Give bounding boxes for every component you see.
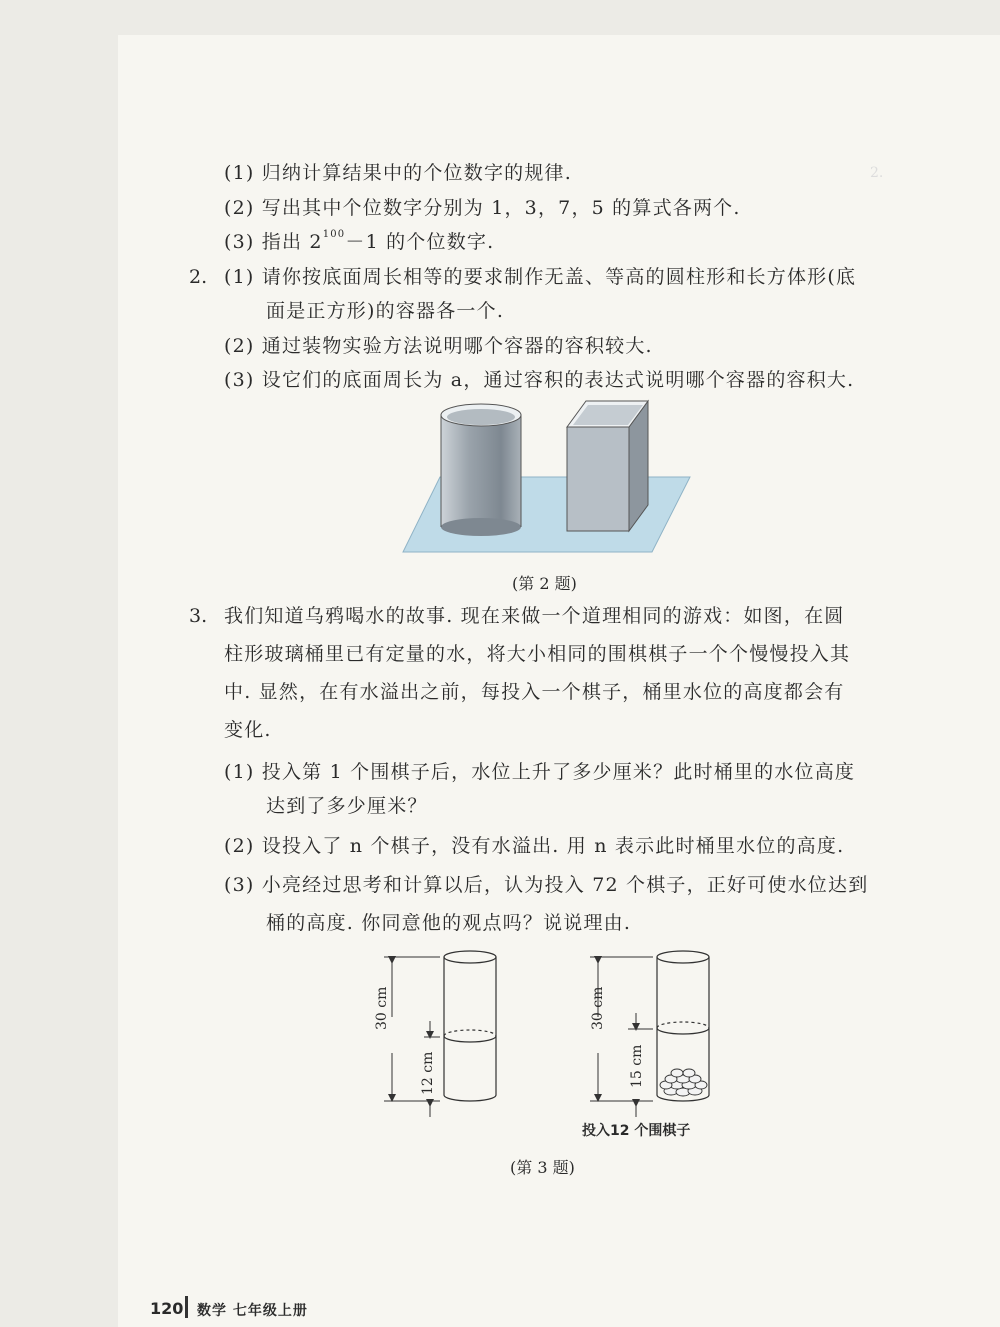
fig3-left-water-label: 12 cm bbox=[420, 1051, 436, 1095]
fig3-right-caption: 投入12 个围棋子 bbox=[582, 1123, 691, 1139]
q3-number: 3. bbox=[189, 605, 208, 627]
q3-intro-line2: 柱形玻璃桶里已有定量的水，将大小相同的围棋棋子一个个慢慢投入其 bbox=[224, 643, 851, 665]
q3-sub1-line1: (1) 投入第 1 个围棋子后，水位上升了多少厘米？此时桶里的水位高度 bbox=[224, 761, 856, 783]
q1-sub1: (1) 归纳计算结果中的个位数字的规律. bbox=[224, 162, 572, 184]
q3-sub1-line2: 达到了多少厘米？ bbox=[266, 795, 428, 817]
fig3-right-height-label: 30 cm bbox=[590, 986, 606, 1030]
left-cylinder bbox=[444, 951, 496, 1101]
q1-sub3: (3) 指出 $2^{100}-1$ 的个位数字. bbox=[224, 229, 495, 253]
q2-caption: (第 2 题) bbox=[512, 574, 577, 593]
page-number: 120 bbox=[150, 1299, 184, 1318]
q2-number: 2. bbox=[189, 266, 208, 288]
q3-caption: (第 3 题) bbox=[510, 1158, 575, 1177]
q3-intro-line3: 中. 显然，在有水溢出之前，每投入一个棋子，桶里水位的高度都会有 bbox=[224, 681, 845, 703]
q3-figure bbox=[370, 945, 730, 1145]
fig3-left-height-label: 30 cm bbox=[374, 986, 390, 1030]
book-title: 数学 七年级上册 bbox=[197, 1303, 308, 1319]
q2-sub3: (3) 设它们的底面周长为 a，通过容积的表达式说明哪个容器的容积大. bbox=[224, 369, 855, 391]
q3-intro-line4: 变化. bbox=[224, 719, 272, 741]
q3-sub3-line2: 桶的高度. 你同意他的观点吗？说说理由. bbox=[266, 912, 632, 934]
box-container bbox=[567, 401, 648, 531]
fig3-right-water-label: 15 cm bbox=[629, 1044, 645, 1088]
footer-divider bbox=[185, 1296, 188, 1318]
q1-sub2: (2) 写出其中个位数字分别为 1，3，7，5 的算式各两个. bbox=[224, 197, 741, 219]
q2-sub1-line1: (1) 请你按底面周长相等的要求制作无盖、等高的圆柱形和长方体形(底 bbox=[224, 266, 857, 288]
q2-sub2: (2) 通过装物实验方法说明哪个容器的容积较大. bbox=[224, 335, 653, 357]
q2-sub1-line2: 面是正方形)的容器各一个. bbox=[266, 300, 505, 322]
q2-figure bbox=[395, 395, 700, 557]
q3-intro-line1: 我们知道乌鸦喝水的故事. 现在来做一个道理相同的游戏：如图，在圆 bbox=[224, 605, 845, 627]
go-stones bbox=[660, 1069, 707, 1096]
cylinder-container bbox=[441, 404, 521, 536]
bleed-through-mark: 2. bbox=[870, 165, 884, 181]
q3-sub3-line1: (3) 小亮经过思考和计算以后，认为投入 72 个棋子，正好可使水位达到 bbox=[224, 874, 869, 896]
q3-sub2: (2) 设投入了 n 个棋子，没有水溢出. 用 n 表示此时桶里水位的高度. bbox=[224, 835, 845, 857]
